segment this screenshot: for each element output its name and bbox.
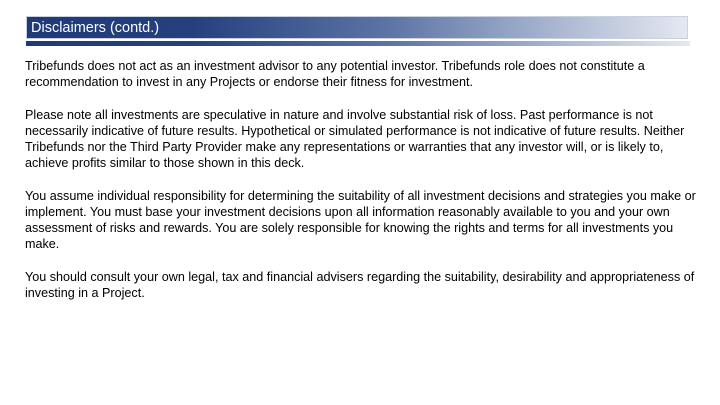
disclaimer-paragraph-risk: Please note all investments are speculative in nature and involve substantial risk of loss. Past performance is not necessarily indicative of future results. Hypothetical or simulated performance is not indicative of future results. Neither Tribefunds nor the Third Party Provider make any representations or warranties that any investor will, or is likely to, achieve profits similar to those shown in this deck. [25, 107, 685, 171]
disclaimer-paragraph-responsibility: You assume individual responsibility for determining the suitability of all investment decisions and strategies you make or implement. You must base your investment decisions upon all information reasonably available to you and your own assessment of risks and rewards. You are solely responsible for knowing the rights and terms for all investments you make. [25, 188, 696, 252]
slide-title-bar [26, 16, 688, 39]
slide-title: Disclaimers (contd.) [31, 20, 160, 36]
disclaimer-paragraph-consult: You should consult your own legal, tax and financial advisers regarding the suitability, desirability and appropriateness of investing in a Project. [25, 269, 695, 300]
title-underline-rule [26, 41, 690, 46]
disclaimer-body [25, 58, 697, 317]
disclaimer-paragraph-advisor: Tribefunds does not act as an investment advisor to any potential investor. Tribefunds role does not constitute a recommendation to invest in any Projects or endorse their fitness for investment. [25, 59, 645, 90]
